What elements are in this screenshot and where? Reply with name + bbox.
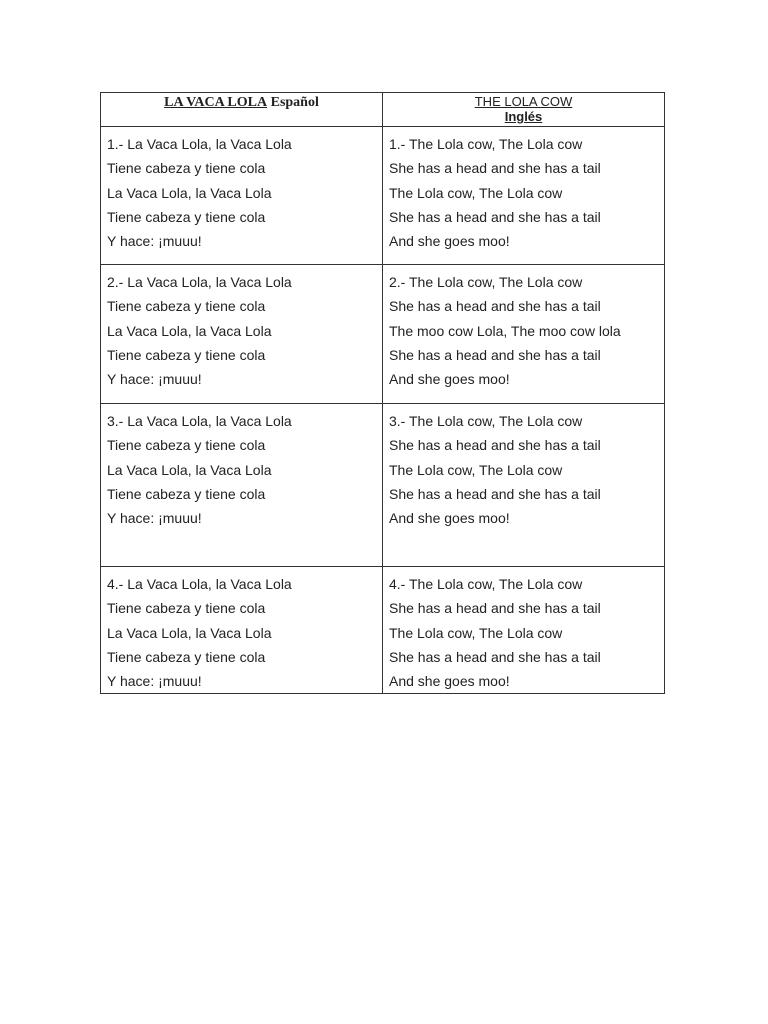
english-language-label: Inglés: [504, 109, 543, 124]
verse-line: La Vaca Lola, la Vaca Lola: [107, 624, 272, 641]
lyrics-table: [100, 92, 665, 694]
verse-row-3: [101, 404, 665, 567]
verse-line: 2.- La Vaca Lola, la Vaca Lola: [107, 274, 292, 290]
spanish-verse: [101, 404, 382, 530]
verse-line: Y hace: ¡muuu!: [107, 371, 202, 388]
verse-line: Tiene cabeza y tiene cola: [107, 208, 266, 225]
verse-line: 4.- La Vaca Lola, la Vaca Lola: [107, 576, 292, 592]
verse-line: She has a head and she has a tail: [389, 346, 601, 363]
english-verse: [383, 567, 664, 693]
spanish-verse: [101, 567, 382, 693]
verse-line: The Lola cow, The Lola cow: [389, 624, 563, 641]
english-verse: [383, 265, 664, 391]
verse-line: Tiene cabeza y tiene cola: [107, 600, 266, 617]
verse-line: She has a head and she has a tail: [389, 298, 601, 315]
spanish-title: LA VACA LOLA: [164, 95, 268, 110]
spanish-verse-cell: [101, 265, 383, 404]
verse-line: The Lola cow, The Lola cow: [389, 461, 563, 478]
english-header: [383, 93, 664, 124]
verse-line: Tiene cabeza y tiene cola: [107, 346, 266, 363]
verse-line: And she goes moo!: [389, 233, 510, 250]
english-verse-cell: [383, 567, 665, 694]
verse-line: Tiene cabeza y tiene cola: [107, 160, 266, 177]
verse-line: And she goes moo!: [389, 510, 510, 527]
verse-line: And she goes moo!: [389, 371, 510, 388]
spanish-language-label: Español: [270, 95, 319, 110]
spanish-verse: [101, 265, 382, 391]
verse-line: Y hace: ¡muuu!: [107, 510, 202, 527]
spanish-verse-cell: [101, 567, 383, 694]
english-verse: [383, 127, 664, 253]
verse-line: 4.- The Lola cow, The Lola cow: [389, 576, 583, 592]
verse-line: The Lola cow, The Lola cow: [389, 184, 563, 201]
verse-line: La Vaca Lola, la Vaca Lola: [107, 184, 272, 201]
verse-line: Tiene cabeza y tiene cola: [107, 437, 266, 454]
verse-line: Y hace: ¡muuu!: [107, 673, 202, 690]
verse-line: Tiene cabeza y tiene cola: [107, 648, 266, 665]
english-header-cell: [383, 93, 665, 127]
spanish-header: [101, 93, 382, 111]
verse-row-1: [101, 127, 665, 265]
verse-line: 3.- The Lola cow, The Lola cow: [389, 413, 583, 429]
spanish-verse-cell: [101, 404, 383, 567]
header-row: [101, 93, 665, 127]
verse-line: She has a head and she has a tail: [389, 208, 601, 225]
spanish-verse: [101, 127, 382, 253]
english-verse-cell: [383, 265, 665, 404]
english-verse-cell: [383, 404, 665, 567]
english-verse-cell: [383, 127, 665, 265]
verse-line: She has a head and she has a tail: [389, 437, 601, 454]
verse-line: And she goes moo!: [389, 673, 510, 690]
verse-line: The moo cow Lola, The moo cow lola: [389, 322, 621, 339]
english-title: THE LOLA COW: [474, 94, 573, 109]
verse-line: La Vaca Lola, la Vaca Lola: [107, 461, 272, 478]
verse-line: 1.- La Vaca Lola, la Vaca Lola: [107, 136, 292, 152]
verse-row-4: [101, 567, 665, 694]
verse-line: Tiene cabeza y tiene cola: [107, 298, 266, 315]
verse-line: 3.- La Vaca Lola, la Vaca Lola: [107, 413, 292, 429]
verse-line: She has a head and she has a tail: [389, 485, 601, 502]
verse-line: La Vaca Lola, la Vaca Lola: [107, 322, 272, 339]
verse-line: She has a head and she has a tail: [389, 160, 601, 177]
verse-line: 1.- The Lola cow, The Lola cow: [389, 136, 583, 152]
verse-line: She has a head and she has a tail: [389, 600, 601, 617]
verse-line: Tiene cabeza y tiene cola: [107, 485, 266, 502]
verse-line: Y hace: ¡muuu!: [107, 233, 202, 250]
verse-line: 2.- The Lola cow, The Lola cow: [389, 274, 583, 290]
spanish-verse-cell: [101, 127, 383, 265]
verse-row-2: [101, 265, 665, 404]
verse-line: She has a head and she has a tail: [389, 648, 601, 665]
english-verse: [383, 404, 664, 530]
spanish-header-cell: [101, 93, 383, 127]
